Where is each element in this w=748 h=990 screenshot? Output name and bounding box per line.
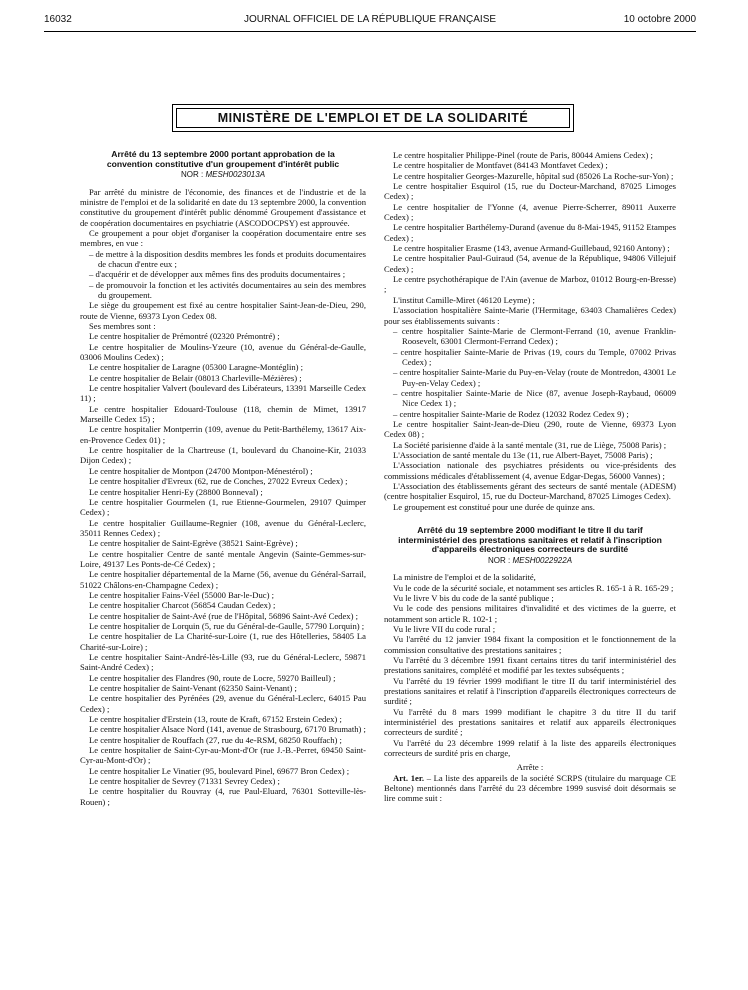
member-entry: Le centre hospitalier Barthélemy-Durand (avenue du 8-Mai-1945, 91152 Etampes Cedex) ; — [384, 222, 676, 243]
article2-nor — [384, 556, 676, 566]
objective-item: – de mettre à la disposition desdits membres les fonds et produits documentaires de chacun d'entre eux ; — [89, 248, 366, 269]
article2-visas — [384, 572, 676, 758]
article1-paragraph: Ce groupement a pour objet d'organiser la coopération documentaire entre ses membres, en vue : — [80, 227, 366, 249]
members-list-right-end — [384, 419, 676, 502]
members-list-right — [384, 150, 676, 326]
visa-paragraph: Vu l'arrêté du 12 janvier 1984 fixant la composition et le fonctionnement de la commission consultative des prestations sanitaires ; — [384, 634, 676, 655]
member-entry: Le centre hospitalier Saint-Jean-de-Dieu (290, route de Vienne, 69373 Lyon Cedex 08) ; — [384, 418, 676, 440]
arrete-heading: Arrête : — [516, 762, 544, 773]
member-entry: Le centre hospitalier départemental de la Marne (56, avenue du Général-Sarrail, 51022 Châlons-en-Champagne Cedex) ; — [80, 569, 366, 590]
members-list-left — [80, 331, 366, 807]
duration-paragraph: Le groupement est constitué pour une durée de quinze ans. — [393, 501, 595, 512]
page-header — [44, 14, 696, 30]
seat-paragraph: Le siège du groupement est fixé au centre hospitalier Saint-Jean-de-Dieu, 290, route de Vienne, 69373 Lyon Cedex 08. — [80, 300, 366, 321]
member-entry: Le centre hospitalier Gourmelen (1, rue Etienne-Gourmelen, 29107 Quimper Cedex) ; — [80, 496, 366, 518]
member-entry: L'institut Camille-Miret (46120 Leyme) ; — [393, 294, 535, 305]
member-entry: Le centre hospitalier Philippe-Pinel (route de Paris, 80044 Amiens Cedex) ; — [393, 150, 653, 160]
member-entry: L'association hospitalière Sainte-Marie (l'Hermitage, 63403 Chamalières Cedex) pour ses établissements suivants : — [384, 305, 676, 326]
member-entry: Le centre hospitalier Edouard-Toulouse (118, chemin de Mimet, 13917 Marseille Cedex 15) ; — [80, 403, 366, 425]
member-entry: Le centre hospitalier de Montfavet (84143 Montfavet Cedex) ; — [393, 160, 608, 171]
journal-title: JOURNAL OFFICIEL DE LA RÉPUBLIQUE FRANÇAISE — [243, 14, 497, 25]
art1-text: – La liste des appareils de la société SCRPS (titulaire du marquage CE Beltone) mentionnés dans l'arrêté du 23 décembre 1999 susvisé doit désormais se lire comme suit : — [384, 772, 676, 804]
member-entry: Le centre hospitalier de la Chartreuse (1, boulevard du Chanoine-Kir, 21033 Dijon Cedex) ; — [80, 445, 366, 466]
visa-paragraph: La ministre de l'emploi et de la solidarité, — [393, 572, 536, 583]
member-entry: Le centre hospitalier Georges-Mazurelle, hôpital sud (85026 La Roche-sur-Yon) ; — [393, 170, 674, 181]
visa-paragraph: Vu le code de la sécurité sociale, et notamment ses articles R. 165-1 à R. 165-29 ; — [393, 582, 674, 593]
ministry-box — [172, 104, 574, 132]
right-column — [384, 150, 676, 804]
member-entry: Le centre hospitalier Alsace Nord (141, avenue de Strasbourg, 67170 Brumath) ; — [89, 724, 366, 735]
member-entry: Le centre hospitalier Guillaume-Regnier (108, avenue du Général-Leclerc, 35011 Rennes Cedex) ; — [80, 517, 366, 538]
article1-nor — [80, 170, 366, 180]
member-entry: Le centre hospitalier de Saint-Venant (62350 Saint-Venant) ; — [89, 683, 297, 694]
member-entry: Le centre hospitalier Saint-André-lès-Lille (93, rue du Général-Leclerc, 59871 Saint-André Cedex) ; — [80, 652, 366, 673]
visa-paragraph: Vu le livre V bis du code de la santé publique ; — [393, 592, 554, 603]
member-entry: Le centre hospitalier de Saint-Avé (rue de l'Hôpital, 56896 Saint-Avé Cedex) ; — [89, 610, 358, 621]
member-entry: Le centre hospitalier de Laragne (05300 Laragne-Montéglin) ; — [89, 362, 304, 373]
member-entry: Le centre hospitalier Charcot (56854 Caudan Cedex) ; — [89, 600, 276, 611]
member-entry: Le centre hospitalier des Pyrénées (29, avenue du Général-Leclerc, 64015 Pau Cedex) ; — [80, 693, 366, 714]
establishment-entry: – centre hospitalier Sainte-Marie du Puy-en-Velay (route de Montredon, 43001 Le Puy-en-Velay Cedex) ; — [393, 367, 676, 388]
member-entry: Le centre hospitalier des Flandres (90, route de Locre, 59270 Bailleul) ; — [89, 672, 336, 683]
member-entry: Le centre hospitalier Fains-Véel (55000 Bar-le-Duc) ; — [89, 589, 275, 600]
article2-art1 — [384, 773, 676, 804]
member-entry: Le centre hospitalier Montperrin (109, avenue du Petit-Barthélemy, 13617 Aix-en-Provence Cedex 01) ; — [80, 424, 366, 445]
member-entry: Le centre psychothérapique de l'Ain (avenue de Marboz, 01012 Bourg-en-Bresse) ; — [384, 274, 676, 295]
visa-paragraph: Vu l'arrêté du 23 décembre 1999 relatif à la liste des appareils électroniques correcteurs de surdité pris en charge, — [384, 737, 676, 758]
objective-item: – de promouvoir la fonction et les activités documentaires au sein des membres du groupement. — [89, 279, 366, 300]
member-entry: Le centre hospitalier Valvert (boulevard des Libérateurs, 13391 Marseille Cedex 11) ; — [80, 383, 366, 404]
visa-paragraph: Vu le livre VII du code rural ; — [393, 623, 496, 634]
page-number: 16032 — [44, 14, 72, 25]
member-entry: Le centre hospitalier Henri-Ey (28800 Bonneval) ; — [89, 486, 263, 497]
member-entry: La Société parisienne d'aide à la santé mentale (31, rue de Liège, 75008 Paris) ; — [393, 439, 667, 450]
article1-nor-code: MESH0023013A — [205, 170, 266, 180]
member-entry: Le centre hospitalier de Belair (08013 Charleville-Mézières) ; — [89, 372, 302, 383]
section-gap — [384, 512, 676, 526]
objective-item: – d'acquérir et de développer aux mêmes fins des produits documentaires ; — [89, 269, 346, 280]
member-entry: Le centre hospitalier Centre de santé mentale Angevin (Sainte-Gemmes-sur-Loire, 49137 Les Ponts-de-Cé Cedex) ; — [80, 548, 366, 569]
member-entry: L'Association des établissements gérant des secteurs de santé mentale (ADESM) (centre hospitalier Esquirol, 15, rue du Docteur-Marchand, 87025 Limoges Cedex). — [384, 481, 676, 502]
establishment-entry: – centre hospitalier Sainte-Marie de Privas (19, cours du Temple, 07002 Privas Cedex) ; — [393, 346, 676, 367]
establishment-entry: – centre hospitalier Sainte-Marie de Clermont-Ferrand (10, avenue Franklin-Roosevelt, 63001 Clermont-Ferrand Cedex) ; — [393, 325, 676, 347]
sainte-marie-list — [384, 326, 676, 419]
member-entry: Le centre hospitalier de Moulins-Yzeure (10, avenue du Général-de-Gaulle, 03006 Moulins Cedex) ; — [80, 341, 366, 363]
header-rule — [44, 31, 696, 32]
member-entry: Le centre hospitalier de Sevrey (71331 Sevrey Cedex) ; — [89, 776, 280, 787]
member-entry: Le centre hospitalier de Montpon (24700 Montpon-Ménestérol) ; — [89, 465, 313, 476]
article1-paragraph: Par arrêté du ministre de l'économie, des finances et de l'industrie et de la ministre de l'emploi et de la solidarité en date du 13 septembre 2000, la convention constitutive du groupement d'intérêt public dénommé Groupement d'assistance et de coopération documentaires en psychiatrie (ASCODOCPSY) est approuvée. — [80, 186, 366, 228]
member-entry: Le centre hospitalier d'Evreux (62, rue de Conches, 27022 Evreux Cedex) ; — [89, 476, 348, 487]
article1-title: Arrêté du 13 septembre 2000 portant approbation de la convention constitutive d'un groupement d'intérêt public — [106, 149, 340, 169]
establishment-entry: – centre hospitalier Sainte-Marie de Rodez (12032 Rodez Cedex 9) ; — [393, 408, 629, 419]
member-entry: L'Association de santé mentale du 13e (11, rue Albert-Bayet, 75008 Paris) ; — [393, 449, 653, 460]
visa-paragraph: Vu l'arrêté du 3 décembre 1991 fixant certains titres du tarif interministériel des prestations sanitaires, complété et modifié par les textes subséquents ; — [384, 654, 676, 676]
art1-label: Art. 1er. — [393, 772, 424, 783]
member-entry: L'Association nationale des psychiatres présidents ou vice-présidents des commissions médicales d'établissement (4, avenue Edgar-Degas, 56000 Vannes) ; — [384, 460, 676, 481]
member-entry: Le centre hospitalier Erasme (143, avenue Armand-Guillebaud, 92160 Antony) ; — [393, 243, 670, 254]
publication-date: 10 octobre 2000 — [623, 14, 696, 25]
article1-nor-label: NOR : — [180, 170, 204, 180]
member-entry: Le centre hospitalier Esquirol (15, rue du Docteur-Marchand, 87025 Limoges Cedex) ; — [384, 181, 676, 202]
article2-title: Arrêté du 19 septembre 2000 modifiant le titre II du tarif interministériel des prestations sanitaires et relatif à l'inscription d'appareils électroniques correcteurs de surdité — [398, 525, 662, 555]
article2-nor-code: MESH0022922A — [512, 555, 573, 565]
member-entry: Le centre hospitalier de l'Yonne (4, avenue Pierre-Scherrer, 89011 Auxerre Cedex) ; — [384, 201, 676, 223]
member-entry: Le centre hospitalier de Lorquin (5, rue du Général-de-Gaulle, 57790 Lorquin) ; — [89, 620, 365, 631]
visa-paragraph: Vu le code des pensions militaires d'invalidité et des victimes de la guerre, et notamment son article R. 102-1 ; — [384, 603, 676, 624]
member-entry: Le centre hospitalier de Rouffach (27, rue du 4e-RSM, 68250 Rouffach) ; — [89, 734, 342, 745]
left-column — [80, 150, 366, 807]
member-entry: Le centre hospitalier Paul-Guiraud (54, avenue de la République, 94806 Villejuif Cedex) ; — [384, 253, 676, 274]
article2-nor-label: NOR : — [487, 555, 511, 565]
member-entry: Le centre hospitalier de Saint-Cyr-au-Mont-d'Or (rue J.-B.-Perret, 69450 Saint-Cyr-au-Mont-d'Or) ; — [80, 745, 366, 766]
establishment-entry: – centre hospitalier Sainte-Marie de Nice (87, avenue Joseph-Raybaud, 06009 Nice Cedex 1) ; — [393, 387, 676, 409]
members-intro: Ses membres sont : — [89, 321, 156, 331]
member-entry: Le centre hospitalier de La Charité-sur-Loire (1, rue des Hôtelleries, 58405 La Charité-sur-Loire) ; — [80, 631, 366, 652]
member-entry: Le centre hospitalier du Rouvray (4, rue Paul-Eluard, 76301 Sotteville-lès-Rouen) ; — [80, 786, 366, 807]
member-entry: Le centre hospitalier de Saint-Egrève (38521 Saint-Egrève) ; — [89, 538, 298, 549]
member-entry: Le centre hospitalier Le Vinatier (95, boulevard Pinel, 69677 Bron Cedex) ; — [89, 765, 350, 776]
member-entry: Le centre hospitalier d'Erstein (13, route de Kraft, 67152 Erstein Cedex) ; — [89, 714, 342, 725]
visa-paragraph: Vu l'arrêté du 19 février 1999 modifiant le titre II du tarif interministériel des prestations sanitaires et relatif à l'inscription d'appareils électroniques correcteurs de surdité ; — [384, 675, 676, 707]
visa-paragraph: Vu l'arrêté du 8 mars 1999 modifiant le chapitre 3 du titre II du tarif interministériel des prestations sanitaires et relatif aux appareils électroniques correcteurs de surdité ; — [384, 706, 676, 738]
ministry-title: MINISTÈRE DE L'EMPLOI ET DE LA SOLIDARITÉ — [176, 108, 570, 128]
member-entry: Le centre hospitalier de Prémontré (02320 Prémontré) ; — [89, 331, 280, 342]
